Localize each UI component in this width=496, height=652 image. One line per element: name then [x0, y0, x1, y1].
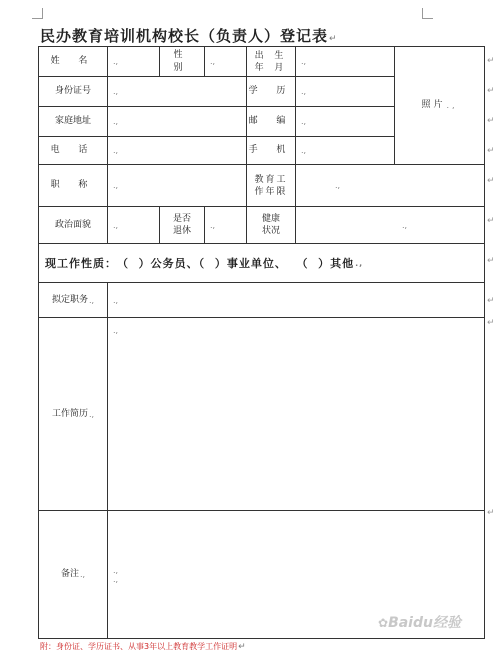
mobile-field[interactable]: .,: [295, 136, 395, 165]
position-field[interactable]: .,: [107, 282, 485, 318]
address-field[interactable]: .,: [107, 106, 247, 137]
remarks-field[interactable]: ., .,: [107, 510, 485, 639]
form-title: [40, 25, 338, 46]
health-field[interactable]: .,: [295, 206, 485, 244]
paragraph-mark: ↵: [329, 34, 338, 44]
position-label: 拟定职务 .,: [38, 282, 108, 318]
postcode-field[interactable]: .,: [295, 106, 395, 137]
birth-field[interactable]: .,: [295, 46, 395, 77]
work-nature-label: 现工作性质：: [45, 257, 117, 270]
name-label: 姓 名: [38, 46, 108, 77]
gender-label: 性 别: [159, 46, 205, 77]
row-end-mark: ↵: [487, 86, 495, 96]
registration-table: [38, 46, 485, 639]
phone-label: 电 话: [38, 136, 108, 165]
resume-label: 工作简历 .,: [38, 317, 108, 511]
paw-icon: ✿: [378, 616, 389, 630]
row-end-mark: ↵: [487, 508, 495, 518]
health-label: 健康 状况: [246, 206, 296, 244]
work-nature-options[interactable]: （ ）公务员、（ ）事业单位、 （ ）其他: [117, 257, 355, 270]
crop-mark-left: [32, 8, 43, 19]
postcode-label: 邮 编: [246, 106, 296, 137]
teaching-years-label: 教育工 作年限: [246, 164, 296, 207]
row-end-mark: ↵: [487, 318, 495, 328]
title-rank-label: 职 称: [38, 164, 108, 207]
address-label: 家庭地址: [38, 106, 108, 137]
retired-label: 是否 退休: [159, 206, 205, 244]
title-rank-field[interactable]: .,: [107, 164, 247, 207]
row-end-mark: ↵: [487, 56, 495, 66]
political-field[interactable]: .,: [107, 206, 160, 244]
id-field[interactable]: .,: [107, 76, 247, 107]
row-end-mark: ↵: [487, 146, 495, 156]
work-nature-row[interactable]: 现工作性质： （ ）公务员、（ ）事业单位、 （ ）其他 .,: [38, 243, 485, 283]
crop-mark-right: [422, 8, 433, 19]
id-label: 身份证号: [38, 76, 108, 107]
gender-field[interactable]: .,: [204, 46, 247, 77]
resume-field[interactable]: .,: [107, 317, 485, 511]
remarks-label: 备注 .,: [38, 510, 108, 639]
education-field[interactable]: .,: [295, 76, 395, 107]
education-label: 学 历: [246, 76, 296, 107]
row-end-mark: ↵: [487, 216, 495, 226]
footnote: 附：身份证、学历证书、从事3年以上教育教学工作证明↵: [40, 642, 246, 652]
photo-cell[interactable]: 照片 .,: [394, 46, 485, 165]
row-end-mark: ↵: [487, 256, 495, 266]
teaching-years-field[interactable]: .,: [295, 164, 485, 207]
mobile-label: 手 机: [246, 136, 296, 165]
row-end-mark: ↵: [487, 116, 495, 126]
retired-field[interactable]: .,: [204, 206, 247, 244]
row-end-mark: ↵: [487, 176, 495, 186]
watermark-logo: ✿Baidu经验: [378, 615, 461, 631]
row-end-mark: ↵: [487, 296, 495, 306]
political-label: 政治面貌: [38, 206, 108, 244]
form-title-text: 民办教育培训机构校长（负责人）登记表: [40, 27, 329, 45]
name-field[interactable]: .,: [107, 46, 160, 77]
birth-label: 出 生 年 月: [246, 46, 296, 77]
phone-field[interactable]: .,: [107, 136, 247, 165]
